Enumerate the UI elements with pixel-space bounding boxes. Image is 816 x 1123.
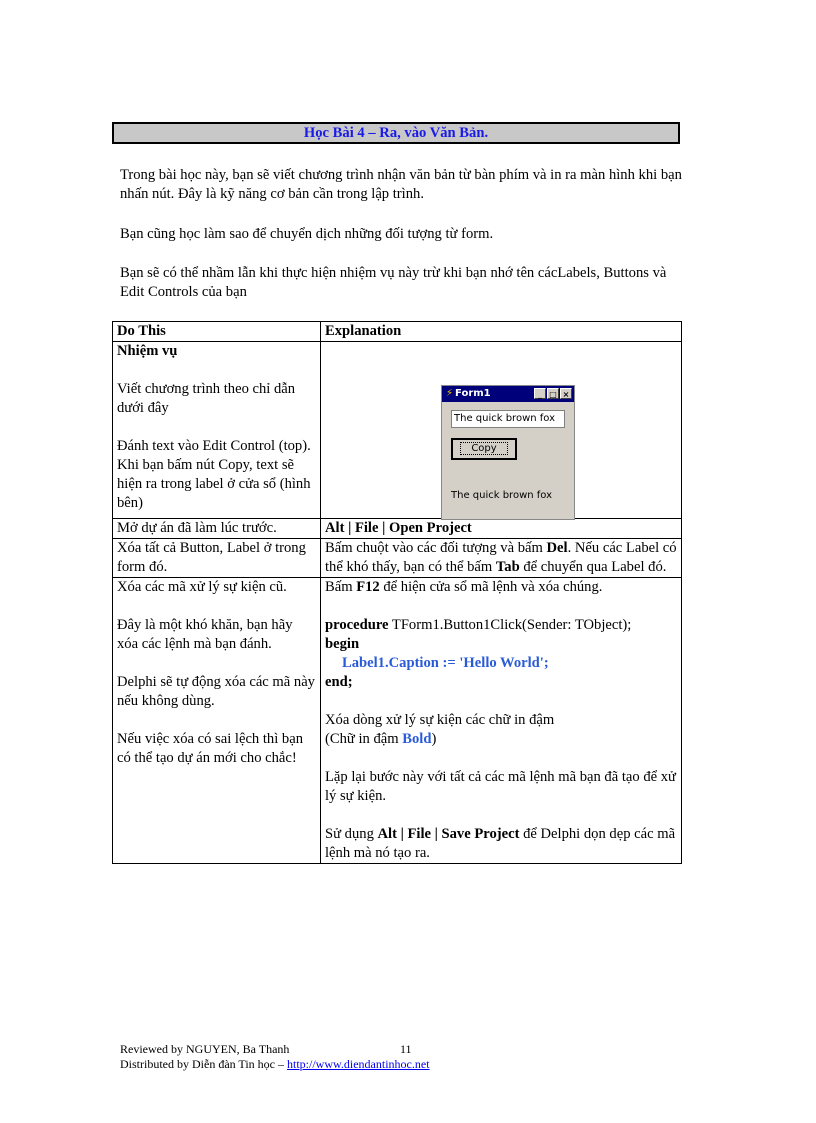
copy-button-label: Copy bbox=[460, 442, 507, 455]
task-cell bbox=[113, 342, 321, 519]
table-row bbox=[113, 539, 682, 578]
code-line-end: end; bbox=[325, 674, 353, 690]
instruction-table bbox=[112, 321, 682, 864]
open-project-shortcut: Alt | File | Open Project bbox=[321, 519, 682, 539]
form1-window bbox=[441, 385, 575, 520]
forum-link[interactable]: http://www.diendantinhoc.net bbox=[287, 1057, 430, 1071]
table-header-row bbox=[113, 322, 682, 342]
output-label: The quick brown fox bbox=[451, 490, 553, 501]
copy-button[interactable] bbox=[451, 438, 517, 460]
footer-reviewed: Reviewed by NGUYEN, Ba Thanh 11 bbox=[120, 1042, 412, 1056]
form1-title: Form1 bbox=[455, 388, 491, 399]
delphi-app-icon: ⚡ bbox=[446, 388, 454, 399]
table-row bbox=[113, 519, 682, 539]
delete-handlers-step: Xóa các mã xử lý sự kiện cũ. Đây là một khó khăn, bạn hãy xóa các lệnh mà bạn đánh. Delphi sẽ tự động xóa các mã này nếu không dùng. Nếu việc xóa có sai lệch thì bạn có thể tạo dự án mới cho chắc! bbox=[113, 578, 321, 864]
intro-paragraph-2: Bạn cũng học làm sao để chuyển dịch những đối tượng từ form. bbox=[120, 226, 494, 242]
page-number: 11 bbox=[400, 1042, 412, 1056]
task-text-2: Đánh text vào Edit Control (top). Khi bạn bấm nút Copy, text sẽ hiện ra trong label ở cửa sổ (hình bên) bbox=[117, 438, 311, 511]
delete-handlers-explanation: Bấm F12 để hiện cửa sổ mã lệnh và xóa chúng. procedure TForm1.Button1Click(Sender: TObject); begin Label1.Caption := 'Hello World'; end; Xóa dòng xử lý sự kiện các chữ in đậm (Chữ in đậm Bold) Lặp lại bước này với tất cả các mã lệnh mã bạn đã tạo để xử lý sự kiện. Sử dụng Alt | File | Save Project để Delphi dọn dẹp các mã lệnh mà nó tạo ra. bbox=[321, 578, 682, 864]
form1-titlebar bbox=[442, 386, 574, 402]
delete-components-step: Xóa tất cả Button, Label ở trong form đó. bbox=[113, 539, 321, 578]
code-line-body: Label1.Caption := 'Hello World'; bbox=[342, 655, 549, 671]
header-explanation: Explanation bbox=[321, 322, 682, 342]
task-text-1: Viết chương trình theo chỉ dẫn dưới đây bbox=[117, 381, 296, 416]
table-row bbox=[113, 578, 682, 864]
footer-distributed: Distributed by Diễn đàn Tin học – http://www.diendantinhoc.net bbox=[120, 1057, 430, 1071]
table-row bbox=[113, 342, 682, 519]
header-do-this: Do This bbox=[113, 322, 321, 342]
intro-paragraph-1: Trong bài học này, bạn sẽ viết chương trình nhận văn bản từ bàn phím và in ra màn hình khi bạn nhấn nút. Đây là kỹ năng cơ bản cần trong lập trình. bbox=[120, 167, 682, 202]
edit-control[interactable]: The quick brown fox bbox=[451, 410, 565, 428]
task-title: Nhiệm vụ bbox=[117, 343, 178, 359]
open-project-step: Mở dự án đã làm lúc trước. bbox=[113, 519, 321, 539]
code-line-begin: begin bbox=[325, 636, 360, 652]
maximize-icon[interactable]: □ bbox=[547, 388, 559, 399]
close-icon[interactable]: × bbox=[560, 388, 572, 399]
code-line-procedure: procedure TForm1.Button1Click(Sender: TObject); bbox=[325, 617, 632, 633]
minimize-icon[interactable]: _ bbox=[534, 388, 546, 399]
lesson-title-banner: Học Bài 4 – Ra, vào Văn Bản. bbox=[112, 122, 680, 144]
intro-paragraph-3: Bạn sẽ có thể nhầm lẫn khi thực hiện nhiệm vụ này trừ khi bạn nhớ tên cácLabels, Buttons và Edit Controls của bạn bbox=[120, 265, 667, 300]
delete-components-explanation: Bấm chuột vào các đối tượng và bấm Del. Nếu các Label có thể khó thấy, bạn có thể bấm Tab để chuyển qua Label đó. bbox=[321, 539, 682, 578]
form-illustration-cell bbox=[321, 342, 682, 519]
